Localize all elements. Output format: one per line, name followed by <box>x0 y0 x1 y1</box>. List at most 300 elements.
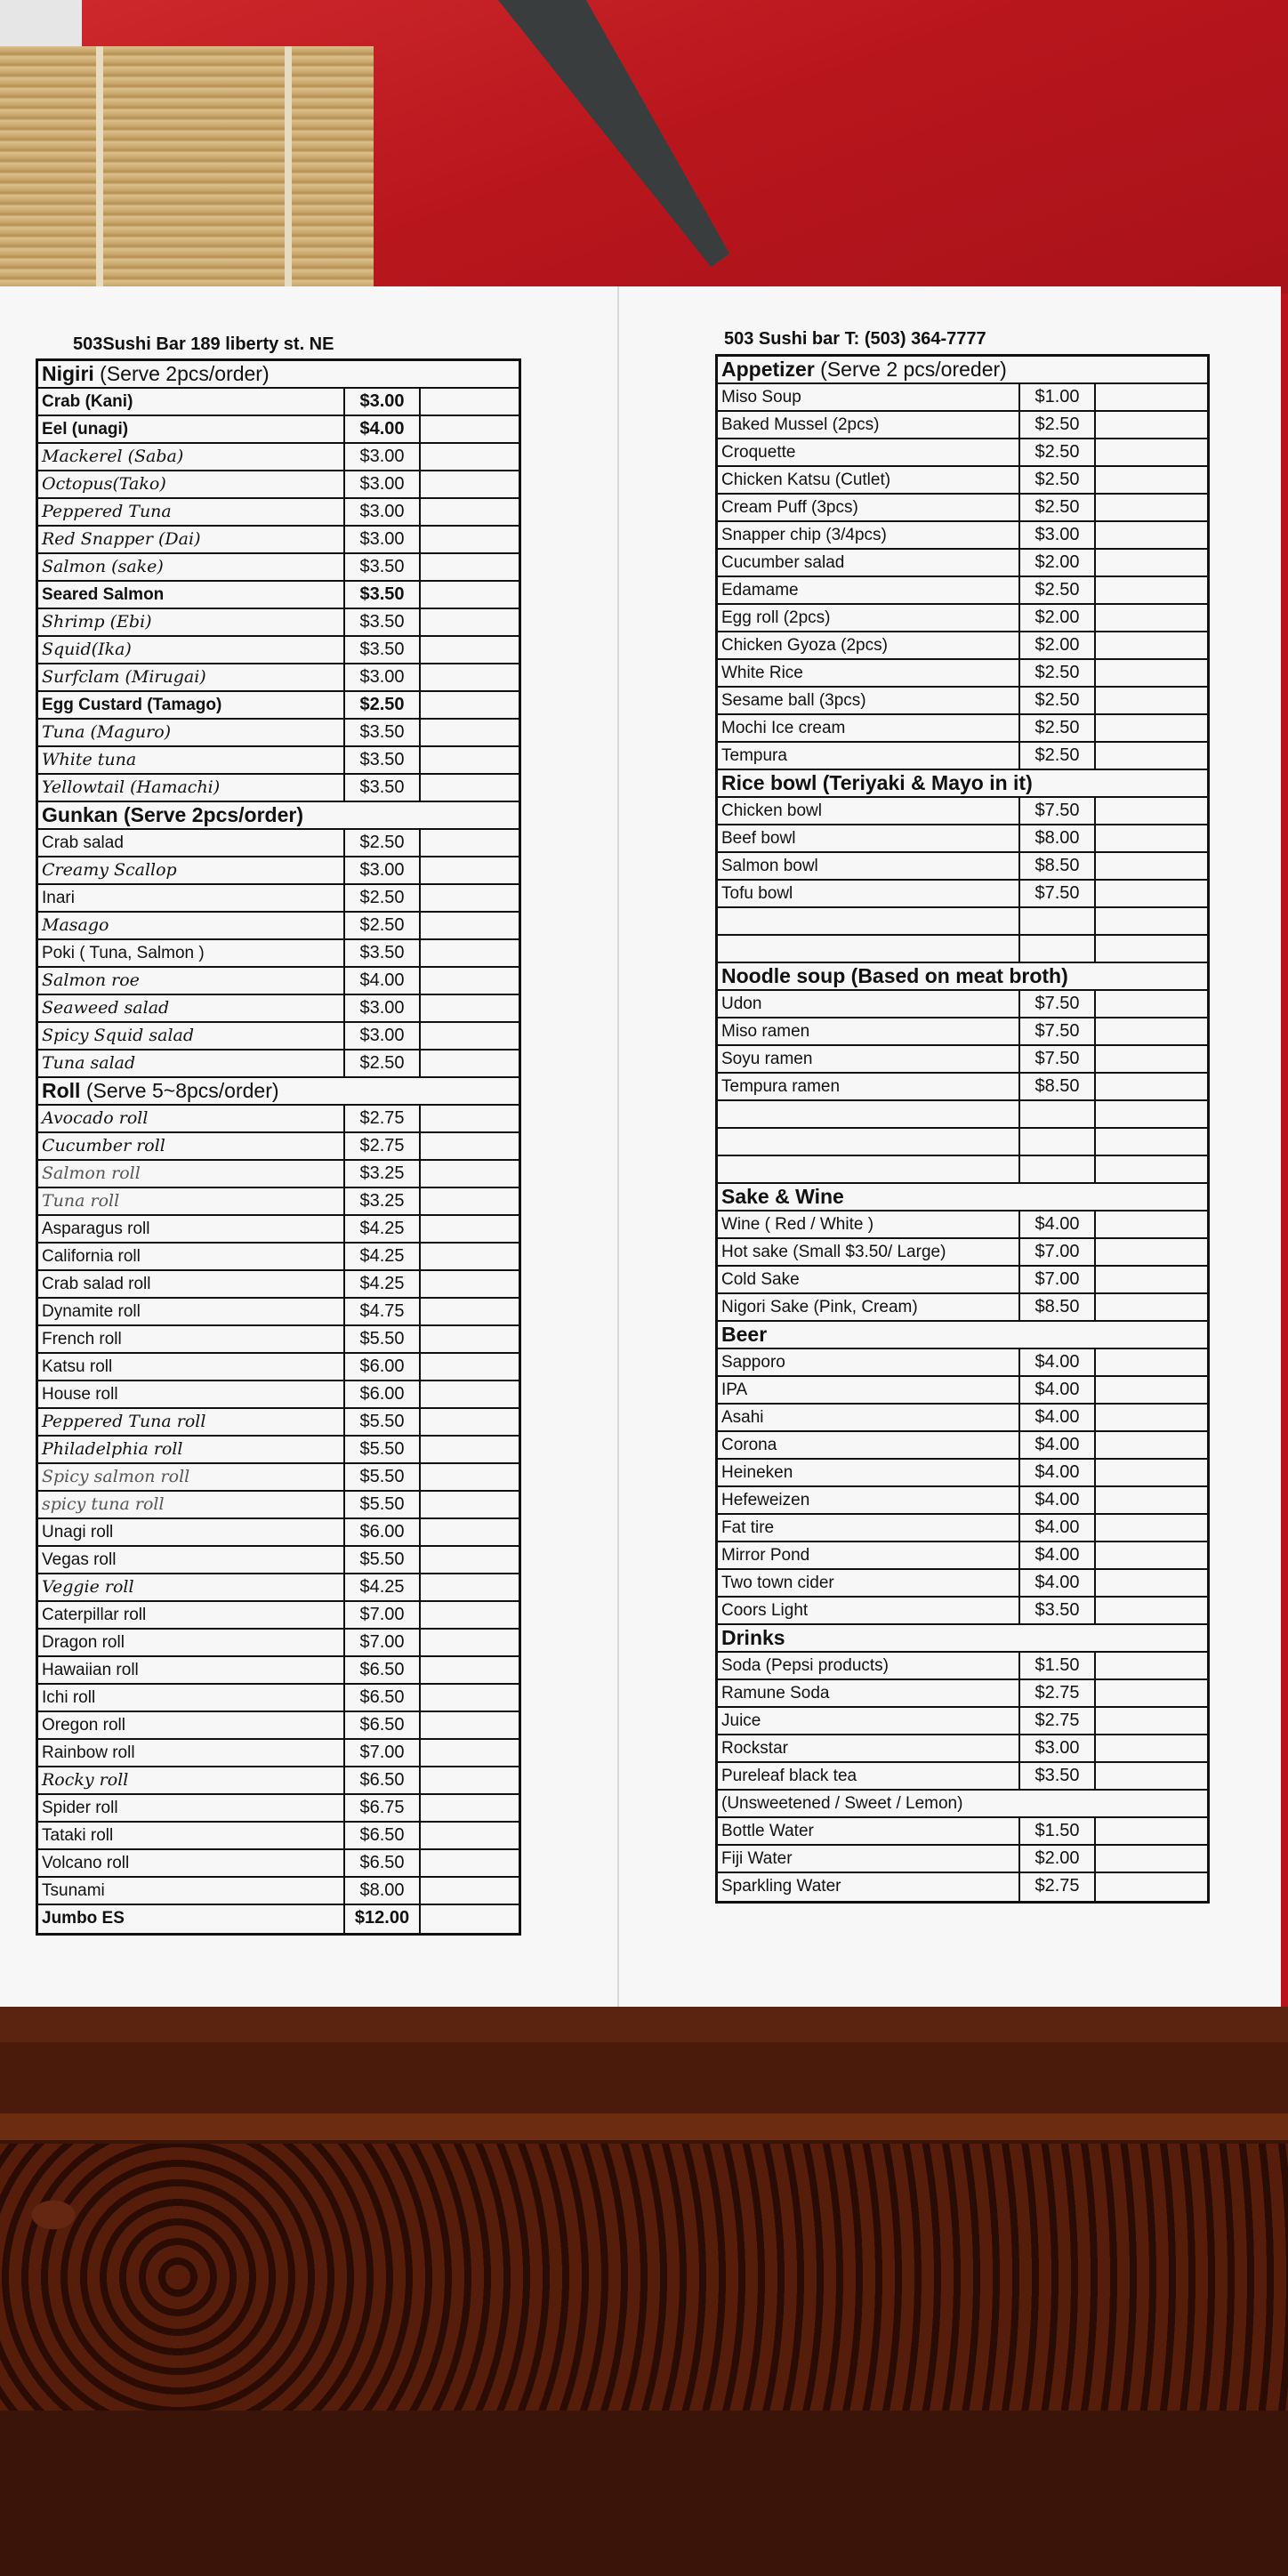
menu-item-price: $7.00 <box>345 1740 421 1766</box>
menu-item-row <box>718 1018 1207 1046</box>
menu-item-row <box>718 881 1207 908</box>
menu-item-row <box>718 1156 1207 1184</box>
menu-item-price: $2.50 <box>1020 660 1096 686</box>
menu-item-row <box>718 1735 1207 1763</box>
empty-cell <box>421 471 519 497</box>
menu-item-row <box>38 1271 519 1299</box>
menu-item-row <box>38 1602 519 1630</box>
menu-item-price: $3.00 <box>345 499 421 525</box>
menu-item-price: $2.50 <box>1020 688 1096 713</box>
menu-item-name: Asparagus roll <box>38 1216 345 1242</box>
menu-item-name: Cucumber salad <box>718 550 1020 576</box>
menu-item-row <box>38 609 519 637</box>
menu-item-row <box>38 1106 519 1133</box>
menu-item-name: Spicy Squid salad <box>38 1023 345 1049</box>
menu-item-name: Cream Puff (3pcs) <box>718 495 1020 520</box>
empty-cell <box>421 968 519 994</box>
section-title: Nigiri <box>42 362 94 385</box>
menu-item-name: Veggie roll <box>38 1574 345 1600</box>
menu-item-name: Egg roll (2pcs) <box>718 605 1020 631</box>
empty-cell <box>421 637 519 663</box>
menu-item-row <box>38 747 519 775</box>
menu-item-price: $3.50 <box>1020 1763 1096 1789</box>
empty-cell <box>1096 605 1207 631</box>
empty-cell <box>421 1409 519 1435</box>
menu-item-price: $6.50 <box>345 1685 421 1711</box>
menu-item-price: $4.00 <box>1020 1460 1096 1485</box>
menu-item-name: Salmon (sake) <box>38 554 345 580</box>
section-title: Noodle soup (Based on meat broth) <box>721 964 1068 987</box>
empty-cell <box>1096 495 1207 520</box>
menu-item-row <box>38 692 519 720</box>
menu-item-price: $7.00 <box>345 1630 421 1655</box>
menu-item-price: $2.50 <box>1020 577 1096 603</box>
empty-cell <box>421 1878 519 1904</box>
section-heading-rice <box>718 770 1207 798</box>
menu-item-note: (Unsweetened / Sweet / Lemon) <box>721 1794 963 1813</box>
empty-cell <box>421 1216 519 1242</box>
menu-item-row <box>718 908 1207 936</box>
menu-item-row <box>38 1244 519 1271</box>
menu-item-price <box>1020 1101 1096 1127</box>
menu-item-price: $12.00 <box>345 1905 421 1933</box>
section-heading-gunkan <box>38 802 519 830</box>
menu-item-price: $5.50 <box>345 1326 421 1352</box>
menu-item-row <box>38 471 519 499</box>
empty-cell <box>1096 1873 1207 1901</box>
empty-cell <box>421 389 519 415</box>
empty-cell <box>1096 1377 1207 1403</box>
menu-item-name <box>718 908 1020 934</box>
menu-item-name: Fiji Water <box>718 1846 1020 1872</box>
menu-item-name: Dragon roll <box>38 1630 345 1655</box>
empty-cell <box>1096 1515 1207 1541</box>
menu-item-price: $6.50 <box>345 1657 421 1683</box>
menu-item-row <box>38 416 519 444</box>
menu-item-price: $4.00 <box>1020 1542 1096 1568</box>
menu-item-price: $3.50 <box>1020 1598 1096 1623</box>
menu-item-row <box>38 885 519 913</box>
empty-cell <box>1096 1763 1207 1789</box>
menu-item-row <box>718 1846 1207 1873</box>
empty-cell <box>1096 1074 1207 1099</box>
menu-item-row <box>718 1212 1207 1239</box>
menu-item-row <box>718 743 1207 770</box>
menu-item-name: Salmon roll <box>38 1161 345 1187</box>
empty-cell <box>421 1630 519 1655</box>
menu-item-row <box>718 467 1207 495</box>
menu-item-name: Sapporo <box>718 1349 1020 1375</box>
empty-cell <box>421 1161 519 1187</box>
menu-item-name: French roll <box>38 1326 345 1352</box>
section-title: Gunkan (Serve 2pcs/order) <box>42 803 303 826</box>
menu-item-price: $5.50 <box>345 1437 421 1462</box>
menu-item-row <box>718 412 1207 439</box>
empty-cell <box>421 1381 519 1407</box>
menu-item-row <box>718 1680 1207 1708</box>
empty-cell <box>1096 1487 1207 1513</box>
menu-item-price: $2.50 <box>345 885 421 911</box>
menu-item-name: Tuna (Maguro) <box>38 720 345 745</box>
menu-item-name: Red Snapper (Dai) <box>38 527 345 552</box>
empty-cell <box>1096 632 1207 658</box>
menu-item-name: Unagi roll <box>38 1519 345 1545</box>
empty-cell <box>1096 715 1207 741</box>
empty-cell <box>421 1657 519 1683</box>
menu-item-price: $7.00 <box>345 1602 421 1628</box>
menu-item-price: $8.50 <box>1020 853 1096 879</box>
empty-cell <box>1096 1018 1207 1044</box>
menu-item-name: Chicken bowl <box>718 798 1020 824</box>
section-title: Beer <box>721 1323 768 1346</box>
menu-item-row <box>718 439 1207 467</box>
empty-cell <box>421 1795 519 1821</box>
empty-cell <box>421 1823 519 1848</box>
menu-item-row <box>38 1051 519 1078</box>
menu-item-name: Tuna roll <box>38 1188 345 1214</box>
menu-item-price: $1.50 <box>1020 1818 1096 1844</box>
empty-cell <box>421 416 519 442</box>
menu-item-row <box>38 664 519 692</box>
menu-item-price: $3.00 <box>345 857 421 883</box>
empty-cell <box>421 940 519 966</box>
empty-cell <box>421 1299 519 1324</box>
menu-item-name: Soyu ramen <box>718 1046 1020 1072</box>
empty-cell <box>1096 550 1207 576</box>
menu-item-row <box>38 554 519 582</box>
empty-cell <box>421 1850 519 1876</box>
empty-cell <box>1096 881 1207 906</box>
menu-item-price: $4.00 <box>1020 1377 1096 1403</box>
menu-item-price: $2.75 <box>1020 1873 1096 1901</box>
empty-cell <box>421 720 519 745</box>
menu-item-row <box>718 1239 1207 1267</box>
menu-item-row <box>718 384 1207 412</box>
menu-item-price: $6.50 <box>345 1767 421 1793</box>
empty-cell <box>1096 660 1207 686</box>
empty-cell <box>421 499 519 525</box>
menu-item-price: $4.25 <box>345 1216 421 1242</box>
menu-item-price: $4.25 <box>345 1574 421 1600</box>
menu-item-name: Fat tire <box>718 1515 1020 1541</box>
menu-item-name: Creamy Scallop <box>38 857 345 883</box>
empty-cell <box>421 527 519 552</box>
menu-item-row <box>38 1326 519 1354</box>
menu-item-row <box>718 991 1207 1018</box>
menu-item-price: $4.25 <box>345 1271 421 1297</box>
menu-item-row <box>38 775 519 802</box>
menu-item-name: Vegas roll <box>38 1547 345 1573</box>
menu-item-price: $7.50 <box>1020 881 1096 906</box>
empty-cell <box>1096 936 1207 962</box>
menu-item-name: Sesame ball (3pcs) <box>718 688 1020 713</box>
menu-item-price: $2.00 <box>1020 550 1096 576</box>
menu-item-price: $2.50 <box>345 1051 421 1076</box>
menu-item-name: Rocky roll <box>38 1767 345 1793</box>
menu-item-name: Egg Custard (Tamago) <box>38 692 345 718</box>
menu-item-row <box>718 1487 1207 1515</box>
section-title: Roll <box>42 1079 81 1102</box>
menu-item-price: $8.50 <box>1020 1074 1096 1099</box>
menu-item-row <box>718 1542 1207 1570</box>
menu-item-price: $2.50 <box>345 913 421 938</box>
menu-item-price: $2.75 <box>345 1133 421 1159</box>
menu-item-name: Nigori Sake (Pink, Cream) <box>718 1294 1020 1320</box>
menu-item-price: $3.25 <box>345 1161 421 1187</box>
menu-item-name: Philadelphia roll <box>38 1437 345 1462</box>
empty-cell <box>421 1685 519 1711</box>
menu-item-name: Avocado roll <box>38 1106 345 1131</box>
menu-item-price: $2.50 <box>1020 412 1096 438</box>
empty-cell <box>1096 798 1207 824</box>
menu-item-name: Spicy salmon roll <box>38 1464 345 1490</box>
menu-item-price: $6.50 <box>345 1712 421 1738</box>
empty-cell <box>421 1574 519 1600</box>
menu-item-price: $3.00 <box>345 471 421 497</box>
empty-cell <box>421 830 519 856</box>
menu-item-row <box>718 1294 1207 1322</box>
menu-item-row <box>38 1354 519 1381</box>
menu-item-price: $6.50 <box>345 1850 421 1876</box>
menu-item-price: $4.75 <box>345 1299 421 1324</box>
menu-item-row <box>38 1188 519 1216</box>
menu-item-name: Beef bowl <box>718 825 1020 851</box>
menu-item-name: Octopus(Tako) <box>38 471 345 497</box>
menu-item-price: $4.25 <box>345 1244 421 1269</box>
menu-item-row <box>38 968 519 995</box>
section-title: Appetizer <box>721 358 815 381</box>
empty-cell <box>1096 1156 1207 1182</box>
menu-item-price: $3.50 <box>345 582 421 608</box>
menu-item-price: $8.50 <box>1020 1294 1096 1320</box>
menu-item-name: spicy tuna roll <box>38 1492 345 1517</box>
menu-item-row <box>38 1630 519 1657</box>
menu-item-row <box>718 632 1207 660</box>
menu-item-name: Peppered Tuna roll <box>38 1409 345 1435</box>
menu-item-row <box>718 798 1207 825</box>
empty-cell <box>421 1271 519 1297</box>
right-page-header: 503 Sushi bar T: (503) 364-7777 <box>724 329 986 349</box>
menu-item-name <box>718 936 1020 962</box>
empty-cell <box>1096 1405 1207 1430</box>
menu-item-price: $3.50 <box>345 747 421 773</box>
menu-item-row <box>38 1767 519 1795</box>
menu-item-price: $4.00 <box>1020 1487 1096 1513</box>
empty-cell <box>421 1547 519 1573</box>
menu-item-row <box>718 1349 1207 1377</box>
menu-item-price: $3.50 <box>345 940 421 966</box>
empty-cell <box>421 1188 519 1214</box>
menu-item-row <box>38 582 519 609</box>
menu-item-price <box>1020 1156 1096 1182</box>
menu-item-name: Chicken Gyoza (2pcs) <box>718 632 1020 658</box>
menu-item-price: $2.75 <box>1020 1680 1096 1706</box>
empty-cell <box>1096 1101 1207 1127</box>
menu-item-price: $3.50 <box>345 637 421 663</box>
menu-item-row <box>38 1133 519 1161</box>
menu-item-row <box>718 1432 1207 1460</box>
menu-item-name: Heineken <box>718 1460 1020 1485</box>
menu-item-row <box>38 940 519 968</box>
empty-cell <box>421 1602 519 1628</box>
menu-item-price: $4.00 <box>1020 1515 1096 1541</box>
menu-item-row <box>718 715 1207 743</box>
menu-item-name: Oregon roll <box>38 1712 345 1738</box>
menu-item-price: $2.75 <box>1020 1708 1096 1734</box>
empty-cell <box>421 1492 519 1517</box>
menu-item-row <box>38 1464 519 1492</box>
menu-item-name: Crab salad roll <box>38 1271 345 1297</box>
menu-item-price: $4.00 <box>1020 1212 1096 1237</box>
menu-item-price: $5.50 <box>345 1492 421 1517</box>
empty-cell <box>421 692 519 718</box>
menu-item-row <box>718 1101 1207 1129</box>
section-heading-sake <box>718 1184 1207 1212</box>
menu-item-price: $1.50 <box>1020 1653 1096 1678</box>
menu-item-row <box>718 688 1207 715</box>
menu-item-name: Katsu roll <box>38 1354 345 1380</box>
menu-item-price: $2.50 <box>1020 439 1096 465</box>
menu-item-price: $3.00 <box>345 444 421 470</box>
menu-item-name: Yellowtail (Hamachi) <box>38 775 345 801</box>
empty-cell <box>421 609 519 635</box>
menu-item-row <box>718 1570 1207 1598</box>
menu-item-name: Mackerel (Saba) <box>38 444 345 470</box>
menu-item-row <box>38 1850 519 1878</box>
menu-item-price: $3.00 <box>1020 1735 1096 1761</box>
floral-carving <box>0 2144 1288 2411</box>
menu-item-name: Spider roll <box>38 1795 345 1821</box>
menu-item-row <box>718 1377 1207 1405</box>
empty-cell <box>1096 577 1207 603</box>
menu-item-name: Crab salad <box>38 830 345 856</box>
menu-item-price: $4.00 <box>1020 1432 1096 1458</box>
menu-item-name: Jumbo ES <box>38 1905 345 1933</box>
menu-item-name: Dynamite roll <box>38 1299 345 1324</box>
menu-item-name: Tofu bowl <box>718 881 1020 906</box>
empty-cell <box>1096 1708 1207 1734</box>
menu-item-name <box>718 1101 1020 1127</box>
empty-cell <box>1096 467 1207 493</box>
menu-item-price: $7.00 <box>1020 1239 1096 1265</box>
menu-item-name: Seaweed salad <box>38 995 345 1021</box>
empty-cell <box>1096 1653 1207 1678</box>
empty-cell <box>1096 1129 1207 1155</box>
empty-cell <box>1096 1598 1207 1623</box>
menu-item-price: $2.00 <box>1020 632 1096 658</box>
empty-cell <box>1096 1212 1207 1237</box>
menu-item-row <box>38 1519 519 1547</box>
menu-item-price: $5.50 <box>345 1547 421 1573</box>
menu-item-name: Cucumber roll <box>38 1133 345 1159</box>
menu-item-row <box>38 1905 519 1933</box>
menu-item-name: Asahi <box>718 1405 1020 1430</box>
empty-cell <box>421 913 519 938</box>
menu-item-name: Ramune Soda <box>718 1680 1020 1706</box>
menu-item-price: $6.00 <box>345 1381 421 1407</box>
menu-item-row <box>38 1657 519 1685</box>
empty-cell <box>1096 1818 1207 1844</box>
section-heading-noodle <box>718 963 1207 991</box>
menu-item-price: $3.25 <box>345 1188 421 1214</box>
menu-item-name: Shrimp (Ebi) <box>38 609 345 635</box>
menu-item-row <box>38 1823 519 1850</box>
menu-item-row <box>718 936 1207 963</box>
menu-item-price: $3.00 <box>345 995 421 1021</box>
menu-item-price: $4.00 <box>1020 1349 1096 1375</box>
menu-item-name: Inari <box>38 885 345 911</box>
empty-cell <box>421 1905 519 1933</box>
empty-cell <box>421 1106 519 1131</box>
empty-cell <box>421 444 519 470</box>
menu-item-name: Mochi Ice cream <box>718 715 1020 741</box>
empty-cell <box>1096 908 1207 934</box>
empty-cell <box>1096 522 1207 548</box>
empty-cell <box>421 995 519 1021</box>
empty-cell <box>1096 825 1207 851</box>
right-menu-table <box>715 354 1210 1904</box>
empty-cell <box>1096 1294 1207 1320</box>
empty-cell <box>421 1354 519 1380</box>
menu-item-name: Croquette <box>718 439 1020 465</box>
empty-cell <box>421 582 519 608</box>
menu-item-row <box>718 1515 1207 1542</box>
empty-cell <box>421 1519 519 1545</box>
empty-cell <box>1096 1570 1207 1596</box>
menu-item-name: Sparkling Water <box>718 1873 1020 1901</box>
empty-cell <box>421 1767 519 1793</box>
empty-cell <box>1096 1267 1207 1292</box>
empty-cell <box>1096 1046 1207 1072</box>
menu-item-name: Ichi roll <box>38 1685 345 1711</box>
menu-item-price: $2.50 <box>1020 743 1096 769</box>
menu-item-name: Seared Salmon <box>38 582 345 608</box>
menu-item-price: $2.75 <box>345 1106 421 1131</box>
section-heading-appetizer <box>718 357 1207 384</box>
menu-item-row <box>718 550 1207 577</box>
menu-item-name: Eel (unagi) <box>38 416 345 442</box>
menu-item-row <box>38 527 519 554</box>
empty-cell <box>421 885 519 911</box>
section-heading-drinks <box>718 1625 1207 1653</box>
menu-item-name <box>718 1129 1020 1155</box>
section-title: Rice bowl (Teriyaki & Mayo in it) <box>721 771 1033 794</box>
menu-item-price: $4.00 <box>1020 1405 1096 1430</box>
menu-item-price: $3.50 <box>345 775 421 801</box>
menu-item-name: Soda (Pepsi products) <box>718 1653 1020 1678</box>
menu-item-name: White tuna <box>38 747 345 773</box>
menu-item-name: Coors Light <box>718 1598 1020 1623</box>
section-heading-beer <box>718 1322 1207 1349</box>
menu-item-price: $6.75 <box>345 1795 421 1821</box>
menu-item-row <box>38 1161 519 1188</box>
empty-cell <box>421 1133 519 1159</box>
section-title: Drinks <box>721 1626 785 1649</box>
menu-item-name: Juice <box>718 1708 1020 1734</box>
menu-item-name: California roll <box>38 1244 345 1269</box>
menu-item-price: $2.00 <box>1020 605 1096 631</box>
menu-item-price: $2.00 <box>1020 1846 1096 1872</box>
menu-item-price: $7.50 <box>1020 1018 1096 1044</box>
menu-item-row <box>718 1763 1207 1791</box>
menu-item-name: Bottle Water <box>718 1818 1020 1844</box>
section-note: (Serve 5~8pcs/order) <box>80 1079 279 1102</box>
menu-item-row <box>718 1653 1207 1680</box>
empty-cell <box>421 664 519 690</box>
empty-cell <box>1096 1432 1207 1458</box>
empty-cell <box>421 747 519 773</box>
menu-item-price: $5.50 <box>345 1464 421 1490</box>
